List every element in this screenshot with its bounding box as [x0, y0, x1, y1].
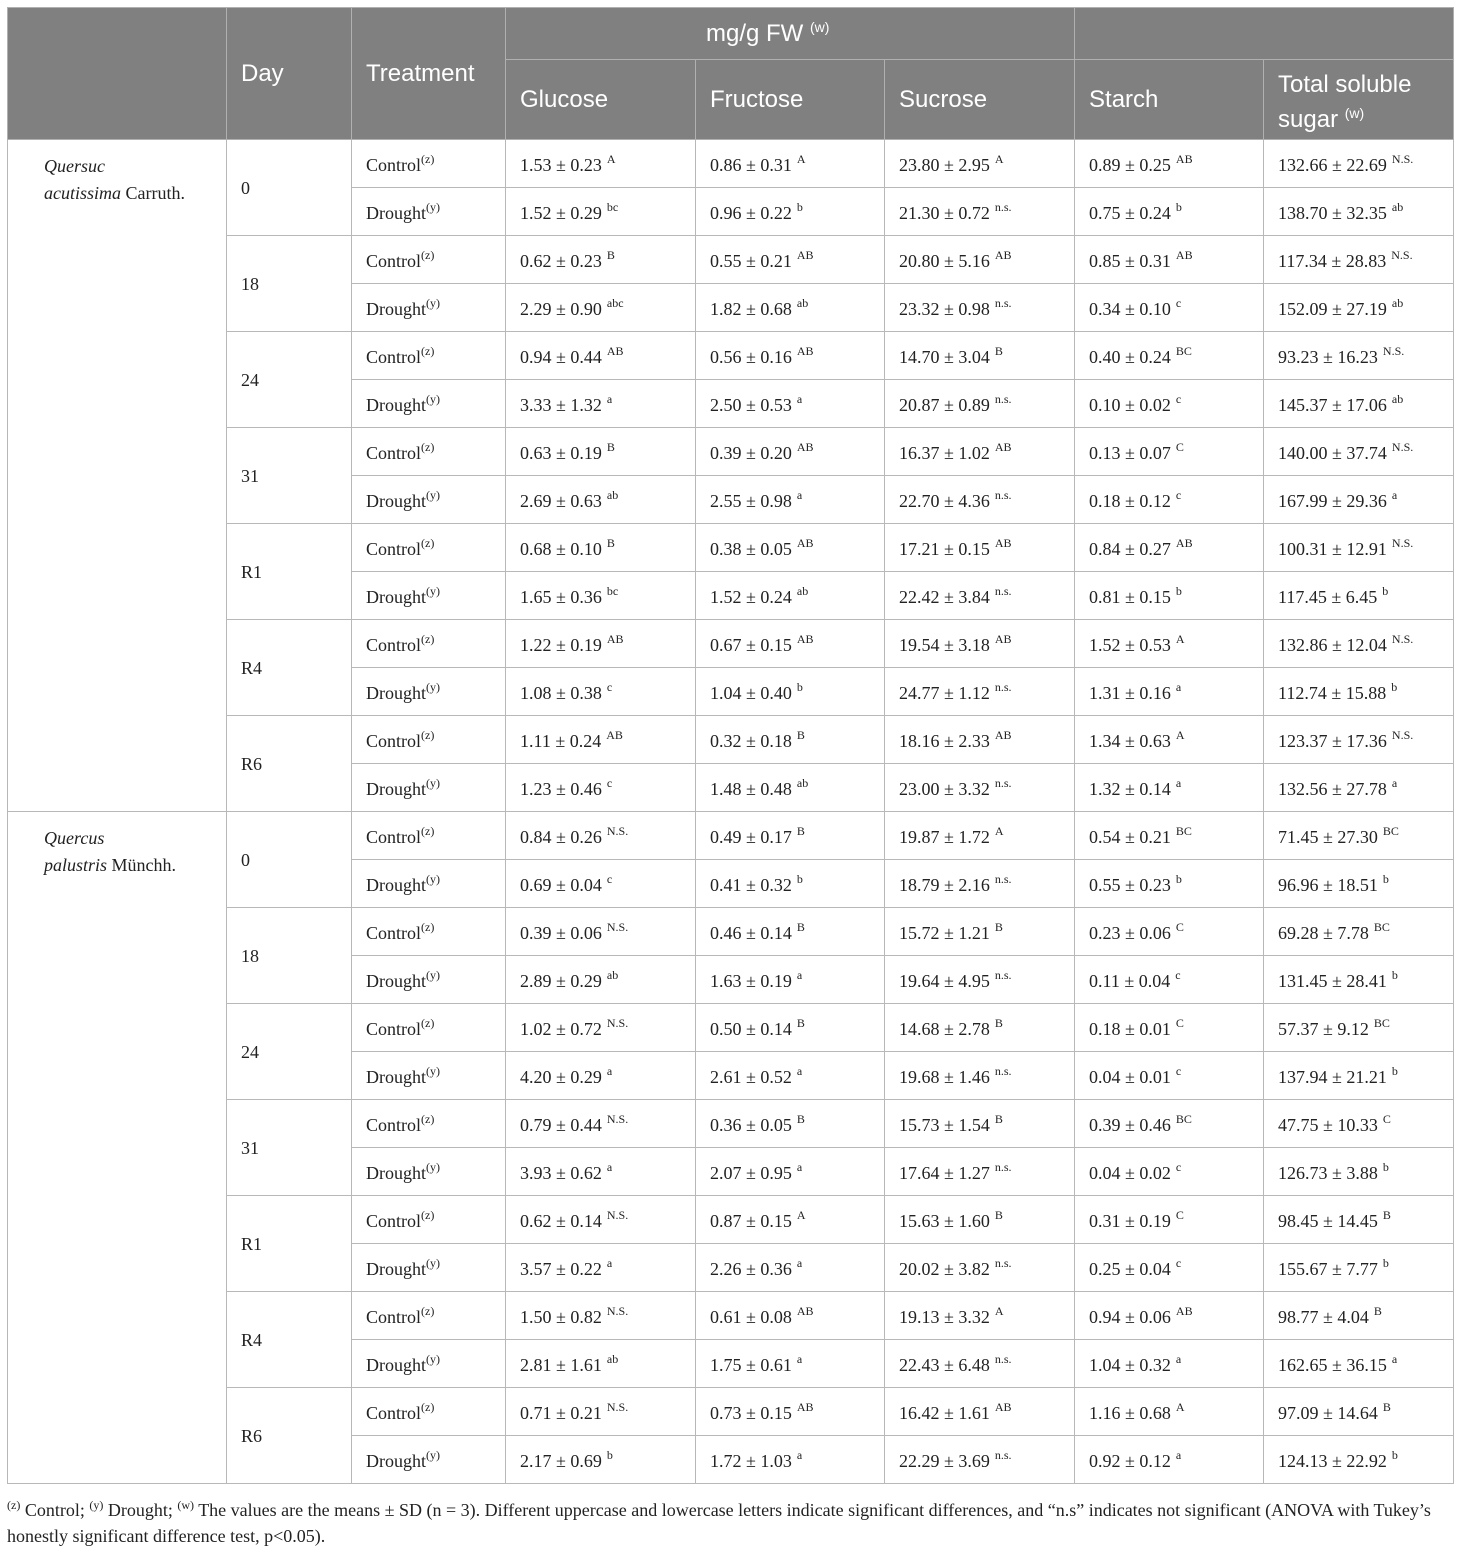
value-cell: 0.89 ± 0.25 $^{AB}$ — [1075, 140, 1264, 188]
value-cell: 57.37 ± 9.12 $^{BC}$ — [1264, 1004, 1454, 1052]
treatment-cell: Drought$^{(y)}$ — [352, 1244, 506, 1292]
treatment-cell: Drought$^{(y)}$ — [352, 572, 506, 620]
value-cell: 2.89 ± 0.29 $^{ab}$ — [506, 956, 696, 1004]
value-cell: 18.16 ± 2.33 $^{AB}$ — [885, 716, 1075, 764]
header-starch: Starch — [1075, 60, 1264, 140]
day-cell: 18 — [227, 908, 352, 1004]
value-cell: 1.02 ± 0.72 $^{N.S.}$ — [506, 1004, 696, 1052]
value-cell: 2.69 ± 0.63 $^{ab}$ — [506, 476, 696, 524]
header-unit-blank — [1075, 8, 1454, 60]
value-cell: 20.02 ± 3.82 $^{n.s.}$ — [885, 1244, 1075, 1292]
value-cell: 0.25 ± 0.04 $^c$ — [1075, 1244, 1264, 1292]
treatment-cell: Control$^{(z)}$ — [352, 1292, 506, 1340]
value-cell: 0.62 ± 0.14 $^{N.S.}$ — [506, 1196, 696, 1244]
treatment-cell: Control$^{(z)}$ — [352, 620, 506, 668]
day-cell: R1 — [227, 1196, 352, 1292]
table-container — [7, 7, 1453, 1549]
header-treatment — [352, 8, 506, 140]
header-treatment-label: Treatment — [366, 59, 475, 87]
value-cell: 1.50 ± 0.82 $^{N.S.}$ — [506, 1292, 696, 1340]
value-cell: 0.54 ± 0.21 $^{BC}$ — [1075, 812, 1264, 860]
treatment-cell: Control$^{(z)}$ — [352, 140, 506, 188]
value-cell: 0.96 ± 0.22 $^b$ — [696, 188, 885, 236]
value-cell: 15.63 ± 1.60 $^B$ — [885, 1196, 1075, 1244]
value-cell: 1.04 ± 0.32 $^a$ — [1075, 1340, 1264, 1388]
value-cell: 1.52 ± 0.29 $^{bc}$ — [506, 188, 696, 236]
value-cell: 0.68 ± 0.10 $^B$ — [506, 524, 696, 572]
value-cell: 1.53 ± 0.23 $^A$ — [506, 140, 696, 188]
value-cell: 14.70 ± 3.04 $^B$ — [885, 332, 1075, 380]
treatment-cell: Control$^{(z)}$ — [352, 428, 506, 476]
day-cell: R4 — [227, 1292, 352, 1388]
sugar-content-table — [7, 7, 1454, 1484]
treatment-cell: Drought$^{(y)}$ — [352, 380, 506, 428]
value-cell: 2.50 ± 0.53 $^a$ — [696, 380, 885, 428]
day-cell: 0 — [227, 140, 352, 236]
value-cell: 0.55 ± 0.23 $^b$ — [1075, 860, 1264, 908]
value-cell: 0.13 ± 0.07 $^C$ — [1075, 428, 1264, 476]
day-cell: 18 — [227, 236, 352, 332]
treatment-cell: Control$^{(z)}$ — [352, 1100, 506, 1148]
value-cell: 23.00 ± 3.32 $^{n.s.}$ — [885, 764, 1075, 812]
treatment-cell: Drought$^{(y)}$ — [352, 1340, 506, 1388]
footnote-sup-z: (z) — [7, 1498, 21, 1512]
value-cell: 0.63 ± 0.19 $^B$ — [506, 428, 696, 476]
value-cell: 3.93 ± 0.62 $^a$ — [506, 1148, 696, 1196]
value-cell: 126.73 ± 3.88 $^b$ — [1264, 1148, 1454, 1196]
treatment-cell: Control$^{(z)}$ — [352, 1388, 506, 1436]
value-cell: 15.73 ± 1.54 $^B$ — [885, 1100, 1075, 1148]
value-cell: 138.70 ± 32.35 $^{ab}$ — [1264, 188, 1454, 236]
value-cell: 0.39 ± 0.20 $^{AB}$ — [696, 428, 885, 476]
treatment-cell: Control$^{(z)}$ — [352, 812, 506, 860]
value-cell: 4.20 ± 0.29 $^a$ — [506, 1052, 696, 1100]
value-cell: 0.49 ± 0.17 $^B$ — [696, 812, 885, 860]
value-cell: 0.50 ± 0.14 $^B$ — [696, 1004, 885, 1052]
value-cell: 155.67 ± 7.77 $^b$ — [1264, 1244, 1454, 1292]
value-cell: 1.65 ± 0.36 $^{bc}$ — [506, 572, 696, 620]
header-day — [227, 8, 352, 140]
value-cell: 0.46 ± 0.14 $^B$ — [696, 908, 885, 956]
value-cell: 0.86 ± 0.31 $^A$ — [696, 140, 885, 188]
value-cell: 100.31 ± 12.91 $^{N.S.}$ — [1264, 524, 1454, 572]
header-total-soluble-sugar: Total soluble sugar $^{(w)}$ — [1264, 60, 1454, 140]
value-cell: 47.75 ± 10.33 $^C$ — [1264, 1100, 1454, 1148]
value-cell: 96.96 ± 18.51 $^b$ — [1264, 860, 1454, 908]
treatment-cell: Drought$^{(y)}$ — [352, 188, 506, 236]
day-cell: R6 — [227, 1388, 352, 1484]
value-cell: 2.17 ± 0.69 $^b$ — [506, 1436, 696, 1484]
value-cell: 1.34 ± 0.63 $^A$ — [1075, 716, 1264, 764]
value-cell: 19.54 ± 3.18 $^{AB}$ — [885, 620, 1075, 668]
treatment-cell: Drought$^{(y)}$ — [352, 764, 506, 812]
header-unit-sup: (w) — [810, 19, 830, 35]
treatment-cell: Drought$^{(y)}$ — [352, 1436, 506, 1484]
value-cell: 1.48 ± 0.48 $^{ab}$ — [696, 764, 885, 812]
value-cell: 0.79 ± 0.44 $^{N.S.}$ — [506, 1100, 696, 1148]
value-cell: 0.34 ± 0.10 $^c$ — [1075, 284, 1264, 332]
value-cell: 19.87 ± 1.72 $^A$ — [885, 812, 1075, 860]
value-cell: 19.64 ± 4.95 $^{n.s.}$ — [885, 956, 1075, 1004]
value-cell: 0.94 ± 0.44 $^{AB}$ — [506, 332, 696, 380]
header-glucose: Glucose — [506, 60, 696, 140]
value-cell: 145.37 ± 17.06 $^{ab}$ — [1264, 380, 1454, 428]
value-cell: 22.43 ± 6.48 $^{n.s.}$ — [885, 1340, 1075, 1388]
value-cell: 3.33 ± 1.32 $^a$ — [506, 380, 696, 428]
value-cell: 1.52 ± 0.24 $^{ab}$ — [696, 572, 885, 620]
value-cell: 19.68 ± 1.46 $^{n.s.}$ — [885, 1052, 1075, 1100]
value-cell: 0.55 ± 0.21 $^{AB}$ — [696, 236, 885, 284]
day-cell: R1 — [227, 524, 352, 620]
value-cell: 0.92 ± 0.12 $^a$ — [1075, 1436, 1264, 1484]
value-cell: 0.69 ± 0.04 $^c$ — [506, 860, 696, 908]
day-cell: 24 — [227, 1004, 352, 1100]
footnote-z-text: Control; — [20, 1500, 90, 1520]
value-cell: 1.82 ± 0.68 $^{ab}$ — [696, 284, 885, 332]
value-cell: 1.72 ± 1.03 $^a$ — [696, 1436, 885, 1484]
treatment-cell: Control$^{(z)}$ — [352, 908, 506, 956]
value-cell: 0.11 ± 0.04 $^c$ — [1075, 956, 1264, 1004]
value-cell: 22.42 ± 3.84 $^{n.s.}$ — [885, 572, 1075, 620]
value-cell: 1.08 ± 0.38 $^c$ — [506, 668, 696, 716]
value-cell: 0.10 ± 0.02 $^c$ — [1075, 380, 1264, 428]
value-cell: 1.63 ± 0.19 $^a$ — [696, 956, 885, 1004]
treatment-cell: Drought$^{(y)}$ — [352, 956, 506, 1004]
header-sucrose: Sucrose — [885, 60, 1075, 140]
value-cell: 0.94 ± 0.06 $^{AB}$ — [1075, 1292, 1264, 1340]
value-cell: 3.57 ± 0.22 $^a$ — [506, 1244, 696, 1292]
value-cell: 0.73 ± 0.15 $^{AB}$ — [696, 1388, 885, 1436]
table-footnote — [7, 1492, 1453, 1549]
value-cell: 2.07 ± 0.95 $^a$ — [696, 1148, 885, 1196]
value-cell: 98.77 ± 4.04 $^B$ — [1264, 1292, 1454, 1340]
value-cell: 1.75 ± 0.61 $^a$ — [696, 1340, 885, 1388]
footnote-sup-y: (y) — [89, 1498, 104, 1512]
table-row — [8, 140, 1454, 188]
value-cell: 0.23 ± 0.06 $^C$ — [1075, 908, 1264, 956]
value-cell: 0.62 ± 0.23 $^B$ — [506, 236, 696, 284]
table-row — [8, 812, 1454, 860]
footnote-w-text: The values are the means ± SD (n = 3). Different uppercase and lowercase letters indicate significant differences, and “n.s” indicates not significant (ANOVA with Tukey’s honestly significant difference test, p<0.05). — [7, 1500, 1431, 1546]
value-cell: 123.37 ± 17.36 $^{N.S.}$ — [1264, 716, 1454, 764]
value-cell: 1.04 ± 0.40 $^b$ — [696, 668, 885, 716]
value-cell: 1.32 ± 0.14 $^a$ — [1075, 764, 1264, 812]
value-cell: 152.09 ± 27.19 $^{ab}$ — [1264, 284, 1454, 332]
table-body — [8, 140, 1454, 1484]
value-cell: 162.65 ± 36.15 $^a$ — [1264, 1340, 1454, 1388]
value-cell: 0.32 ± 0.18 $^B$ — [696, 716, 885, 764]
species-name: Quersuc acutissima Carruth. — [8, 140, 227, 812]
value-cell: 23.32 ± 0.98 $^{n.s.}$ — [885, 284, 1075, 332]
value-cell: 19.13 ± 3.32 $^A$ — [885, 1292, 1075, 1340]
value-cell: 2.81 ± 1.61 $^{ab}$ — [506, 1340, 696, 1388]
value-cell: 117.34 ± 28.83 $^{N.S.}$ — [1264, 236, 1454, 284]
value-cell: 0.87 ± 0.15 $^A$ — [696, 1196, 885, 1244]
value-cell: 71.45 ± 27.30 $^{BC}$ — [1264, 812, 1454, 860]
value-cell: 22.29 ± 3.69 $^{n.s.}$ — [885, 1436, 1075, 1484]
value-cell: 2.29 ± 0.90 $^{abc}$ — [506, 284, 696, 332]
value-cell: 1.23 ± 0.46 $^c$ — [506, 764, 696, 812]
value-cell: 0.85 ± 0.31 $^{AB}$ — [1075, 236, 1264, 284]
value-cell: 1.16 ± 0.68 $^A$ — [1075, 1388, 1264, 1436]
value-cell: 93.23 ± 16.23 $^{N.S.}$ — [1264, 332, 1454, 380]
value-cell: 132.66 ± 22.69 $^{N.S.}$ — [1264, 140, 1454, 188]
value-cell: 97.09 ± 14.64 $^B$ — [1264, 1388, 1454, 1436]
value-cell: 167.99 ± 29.36 $^a$ — [1264, 476, 1454, 524]
treatment-cell: Control$^{(z)}$ — [352, 332, 506, 380]
treatment-cell: Drought$^{(y)}$ — [352, 284, 506, 332]
table-header — [8, 8, 1454, 140]
value-cell: 2.55 ± 0.98 $^a$ — [696, 476, 885, 524]
value-cell: 98.45 ± 14.45 $^B$ — [1264, 1196, 1454, 1244]
value-cell: 17.21 ± 0.15 $^{AB}$ — [885, 524, 1075, 572]
value-cell: 0.04 ± 0.02 $^c$ — [1075, 1148, 1264, 1196]
value-cell: 14.68 ± 2.78 $^B$ — [885, 1004, 1075, 1052]
value-cell: 0.67 ± 0.15 $^{AB}$ — [696, 620, 885, 668]
treatment-cell: Drought$^{(y)}$ — [352, 1052, 506, 1100]
value-cell: 1.11 ± 0.24 $^{AB}$ — [506, 716, 696, 764]
value-cell: 0.71 ± 0.21 $^{N.S.}$ — [506, 1388, 696, 1436]
value-cell: 0.81 ± 0.15 $^b$ — [1075, 572, 1264, 620]
day-cell: 31 — [227, 428, 352, 524]
day-cell: R6 — [227, 716, 352, 812]
header-total-sup: (w) — [1344, 105, 1365, 121]
value-cell: 20.87 ± 0.89 $^{n.s.}$ — [885, 380, 1075, 428]
value-cell: 69.28 ± 7.78 $^{BC}$ — [1264, 908, 1454, 956]
value-cell: 0.39 ± 0.46 $^{BC}$ — [1075, 1100, 1264, 1148]
value-cell: 1.52 ± 0.53 $^A$ — [1075, 620, 1264, 668]
value-cell: 131.45 ± 28.41 $^b$ — [1264, 956, 1454, 1004]
footnote-sup-w: (w) — [177, 1498, 195, 1512]
value-cell: 132.56 ± 27.78 $^a$ — [1264, 764, 1454, 812]
day-cell: R4 — [227, 620, 352, 716]
value-cell: 0.18 ± 0.12 $^c$ — [1075, 476, 1264, 524]
value-cell: 124.13 ± 22.92 $^b$ — [1264, 1436, 1454, 1484]
value-cell: 21.30 ± 0.72 $^{n.s.}$ — [885, 188, 1075, 236]
value-cell: 0.84 ± 0.27 $^{AB}$ — [1075, 524, 1264, 572]
header-unit-label: mg/g FW — [706, 20, 804, 47]
value-cell: 0.31 ± 0.19 $^C$ — [1075, 1196, 1264, 1244]
value-cell: 2.61 ± 0.52 $^a$ — [696, 1052, 885, 1100]
value-cell: 0.75 ± 0.24 $^b$ — [1075, 188, 1264, 236]
value-cell: 2.26 ± 0.36 $^a$ — [696, 1244, 885, 1292]
treatment-cell: Control$^{(z)}$ — [352, 716, 506, 764]
value-cell: 0.36 ± 0.05 $^B$ — [696, 1100, 885, 1148]
header-day-label: Day — [241, 59, 284, 87]
value-cell: 23.80 ± 2.95 $^A$ — [885, 140, 1075, 188]
value-cell: 16.37 ± 1.02 $^{AB}$ — [885, 428, 1075, 476]
value-cell: 112.74 ± 15.88 $^b$ — [1264, 668, 1454, 716]
value-cell: 15.72 ± 1.21 $^B$ — [885, 908, 1075, 956]
value-cell: 140.00 ± 37.74 $^{N.S.}$ — [1264, 428, 1454, 476]
value-cell: 0.04 ± 0.01 $^c$ — [1075, 1052, 1264, 1100]
value-cell: 17.64 ± 1.27 $^{n.s.}$ — [885, 1148, 1075, 1196]
value-cell: 22.70 ± 4.36 $^{n.s.}$ — [885, 476, 1075, 524]
day-cell: 0 — [227, 812, 352, 908]
value-cell: 117.45 ± 6.45 $^b$ — [1264, 572, 1454, 620]
value-cell: 0.84 ± 0.26 $^{N.S.}$ — [506, 812, 696, 860]
value-cell: 1.31 ± 0.16 $^a$ — [1075, 668, 1264, 716]
footnote-y-text: Drought; — [103, 1500, 178, 1520]
value-cell: 0.40 ± 0.24 $^{BC}$ — [1075, 332, 1264, 380]
treatment-cell: Drought$^{(y)}$ — [352, 476, 506, 524]
header-unit — [506, 8, 1075, 60]
treatment-cell: Drought$^{(y)}$ — [352, 860, 506, 908]
treatment-cell: Drought$^{(y)}$ — [352, 668, 506, 716]
value-cell: 18.79 ± 2.16 $^{n.s.}$ — [885, 860, 1075, 908]
value-cell: 24.77 ± 1.12 $^{n.s.}$ — [885, 668, 1075, 716]
value-cell: 20.80 ± 5.16 $^{AB}$ — [885, 236, 1075, 284]
treatment-cell: Control$^{(z)}$ — [352, 1004, 506, 1052]
value-cell: 0.18 ± 0.01 $^C$ — [1075, 1004, 1264, 1052]
value-cell: 0.41 ± 0.32 $^b$ — [696, 860, 885, 908]
treatment-cell: Control$^{(z)}$ — [352, 236, 506, 284]
value-cell: 0.56 ± 0.16 $^{AB}$ — [696, 332, 885, 380]
day-cell: 31 — [227, 1100, 352, 1196]
value-cell: 0.39 ± 0.06 $^{N.S.}$ — [506, 908, 696, 956]
header-fructose: Fructose — [696, 60, 885, 140]
value-cell: 137.94 ± 21.21 $^b$ — [1264, 1052, 1454, 1100]
day-cell: 24 — [227, 332, 352, 428]
value-cell: 1.22 ± 0.19 $^{AB}$ — [506, 620, 696, 668]
value-cell: 16.42 ± 1.61 $^{AB}$ — [885, 1388, 1075, 1436]
value-cell: 132.86 ± 12.04 $^{N.S.}$ — [1264, 620, 1454, 668]
treatment-cell: Control$^{(z)}$ — [352, 524, 506, 572]
header-blank-cell — [8, 8, 227, 140]
treatment-cell: Drought$^{(y)}$ — [352, 1148, 506, 1196]
species-name: Quercus palustris Münchh. — [8, 812, 227, 1484]
value-cell: 0.38 ± 0.05 $^{AB}$ — [696, 524, 885, 572]
treatment-cell: Control$^{(z)}$ — [352, 1196, 506, 1244]
value-cell: 0.61 ± 0.08 $^{AB}$ — [696, 1292, 885, 1340]
